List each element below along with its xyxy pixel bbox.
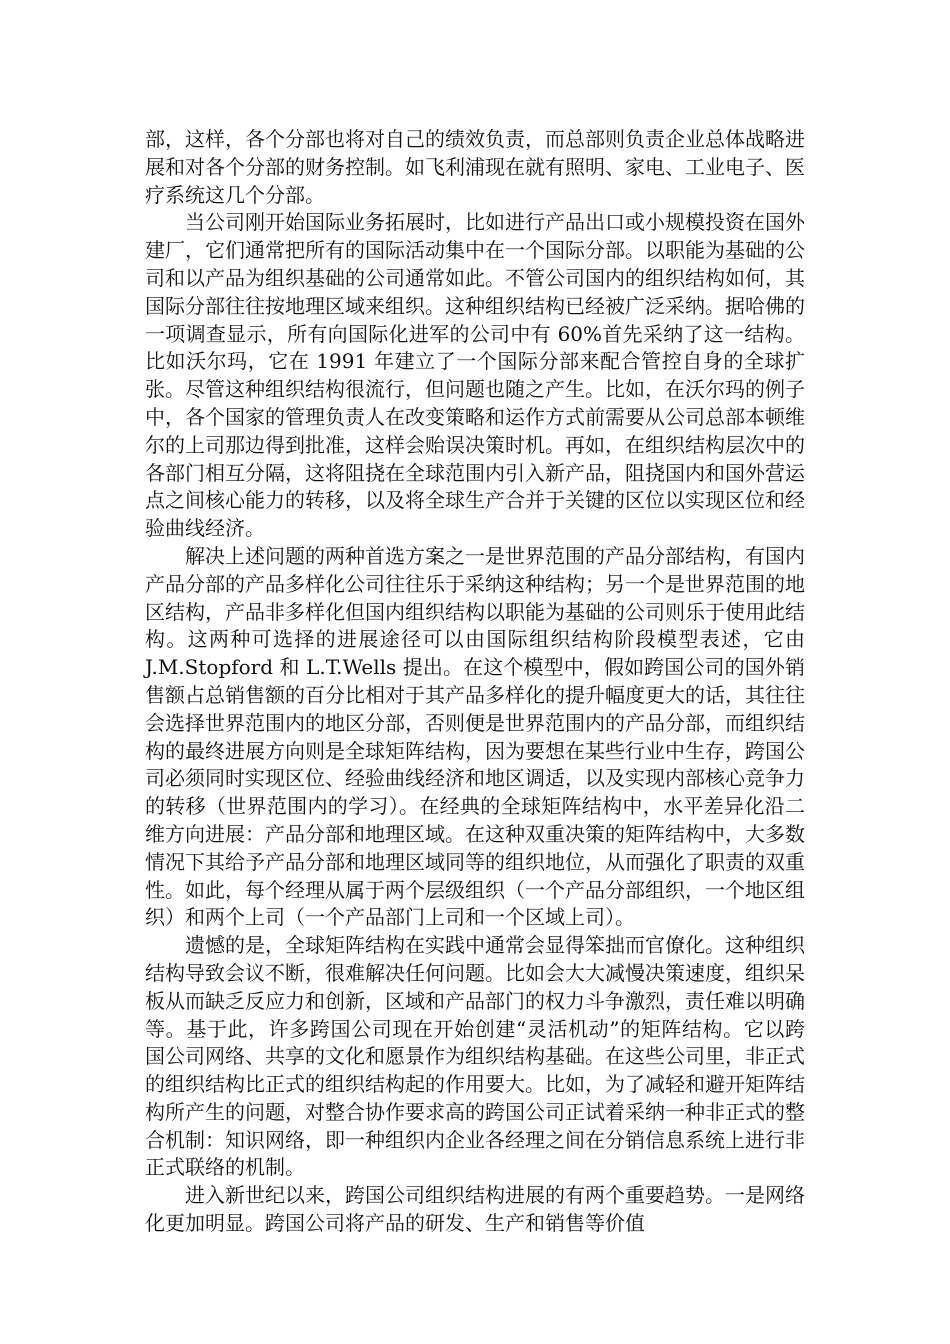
paragraph-1: 部，这样，各个分部也将对自己的绩效负责，而总部则负责企业总体战略进展和对各个分部的财务控制。如飞利浦现在就有照明、家电、工业电子、医疗系统这几个分部。 <box>145 127 805 207</box>
document-body <box>145 126 805 1238</box>
paragraph-5: 进入新世纪以来，跨国公司组织结构进展的有两个重要趋势。一是网络化更加明显。跨国公司将产品的研发、生产和销售等价值 <box>145 1183 805 1236</box>
paragraph-3: 解决上述问题的两种首选方案之一是世界范围的产品分部结构，有国内产品分部的产品多样化公司往往乐于采纳这种结构；另一个是世界范围的地区结构，产品非多样化但国内组织结构以职能为基础的公司则乐于使用此结构。这两种可选择的进展途径可以由国际组织结构阶段模型表述，它由 J.M.Stopford 和 L.T.Wells 提出。在这个模型中，假如跨国公司的国外销售额占总销售额的百分比相对于其产品多样化的提升幅度更大的话，其往往会选择世界范围内的地区分部，否则便是世界范围内的产品分部，而组织结构的最终进展方向则是全球矩阵结构，因为要想在某些行业中生存，跨国公司必须同时实现区位、经验曲线经济和地区调适，以及实现内部核心竞争力的转移（世界范围内的学习）。在经典的全球矩阵结构中，水平差异化沿二维方向进展：产品分部和地理区域。在这种双重决策的矩阵结构中，大多数情况下其给予产品分部和地理区域同等的组织地位，从而强化了职责的双重性。如此，每个经理从属于两个层级组织（一个产品分部组织，一个地区组织）和两个上司（一个产品部门上司和一个区域上司）。 <box>145 543 805 930</box>
paragraph-4: 遗憾的是，全球矩阵结构在实践中通常会显得笨拙而官僚化。这种组织结构导致会议不断，很难解决任何问题。比如会大大减慢决策速度，组织呆板从而缺乏反应力和创新，区域和产品部门的权力斗争激烈，责任难以明确等。基于此，许多跨国公司现在开始创建“灵活机动”的矩阵结构。它以跨国公司网络、共享的文化和愿景作为组织结构基础。在这些公司里，非正式的组织结构比正式的组织结构起的作用要大。比如，为了减轻和避开矩阵结构所产生的问题，对整合协作要求高的跨国公司正试着采纳一种非正式的整合机制：知识网络，即一种组织内企业各经理之间在分销信息系统上进行非正式联络的机制。 <box>145 933 805 1180</box>
paragraph-2: 当公司刚开始国际业务拓展时，比如进行产品出口或小规模投资在国外建厂，它们通常把所有的国际活动集中在一个国际分部。以职能为基础的公司和以产品为组织基础的公司通常如此。不管公司国内的组织结构如何，其国际分部往往按地理区域来组织。这种组织结构已经被广泛采纳。据哈佛的一项调查显示，所有向国际化进军的公司中有 60%首先采纳了这一结构。比如沃尔玛，它在 1991 年建立了一个国际分部来配合管控自身的全球扩张。尽管这种组织结构很流行，但问题也随之产生。比如，在沃尔玛的例子中，各个国家的管理负责人在改变策略和运作方式前需要从公司总部本顿维尔的上司那边得到批准，这样会贻误决策时机。再如，在组织结构层次中的各部门相互分隔，这将阻挠在全球范围内引入新产品，阻挠国内和国外营运点之间核心能力的转移，以及将全球生产合并于关键的区位以实现区位和经验曲线经济。 <box>145 210 805 541</box>
